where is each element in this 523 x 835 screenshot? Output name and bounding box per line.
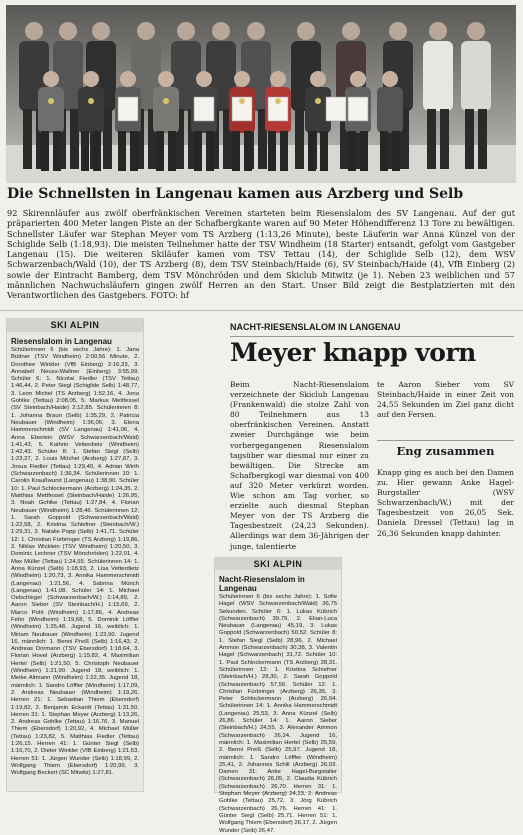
photo-article-text: 92 Skirennläufer aus zwölf oberfränkischen Vereinen starteten beim Riesenslalom des SV Langenau. Auf der gut präparierten 400 Meter langen Piste an der Schafbergkante waren auf 90 Meter Höhendifferenz 13 Tore zu bewältigen. Schnellster Läufer war Stephan Meyer vom TS Arzberg (1:13,26 Minute), beste Läuferin war Anna Künzel von der Schiglide Selb (1:18,93). Die meisten Teilnehmer hatte der TSV Windheim (18 Starter) entsandt, gefolgt vom Gastgeber Langenau (15). Die weiteren Skiläufer kamen vom TSV Tettau (14), der Schiglide Selb (12), dem WSV Schwarzenbach/Wald (10), der TS Arzberg (8), dem TSV Steinbach/Haide (6), SV Steinbach/Haide (4), VfB Einberg (2) sowie der Eintracht Bamberg, dem TSV Mönchröden und dem Skiclub Mitwitz (je 1). Neben 23 weiblichen und 57 männlichen Nachwuchsläufern gingen zwölf Herren an den Start. Unser Bild zeigt die Bestplatzierten mit den Verantwortlichen des Gastgebers. FOTO: hf xyxy=(7,208,515,301)
results-list: Schülerinnen 6 (bis sechs Jahre): 1. Jana Büttner (TSV Windheim) 2:00,56 Minute, 2. Dorothee Winkler (VfB Einberg) 2:16,33, 3. Annabell Neuss-Wallner (Einberg) 3:55,99. Schüler 6: 1. Nicolai Fiedler (TSV Tettau) 1:46,44, 2. Peter Siegl (Schiglide Selb) 1:48,77, 3. Leon Michel (TS Arzberg) 1:52,16, 4. Jona Gohlke (Tettau) 2:08,05, 5. Markus Mettfessel (SV Steinbach/Haide) 2:12,85. Schülerinnen 8: 1. Johanna Braun (Selb) 1:35,29, 2. Patricia Neubauer (Windheim) 1:36,06, 3. Elena Hammerschmidt (SV Langenau) 1:41,06, 4. Anna Eberlein (WSV Schwarzenbach/Wald) 1:41,43, 5. Kathrin Vetterdietz (Windheim) 1:42,43. Schüler 8: 1. Stefan Siegl (Selb) 1:23,27, 2. Louis Möchel (Arzberg) 1:27,87, 3. Josua Fiedler (Tettau) 1:29,40, 4. Adrian Wirth (Schwarzenbach) 1:36,34. Schülerinnen 10: 1. Carolin Kraußwurst (Langenau) 1:38,90. Schüler 10: 1. Paul Schlockermann (Arzberg) 1:24,35, 2. Matthias Mettfessel (Steinbach/Haide) 1:26,95, 3. Noah Gohlke (Tettau) 1:27,84, 4. Florian Neubauer (Windheim) 1:28,46. Schülerinnen 12: 1. Sarah Goppold (Schwarzenbach/Wald) 1:22,58, 2. Kristina Schiefner (Steinbach/W.) 1:29,31, 3. Natalie Popp (Selb) 1:41,71. Schüler 12: 1. Christian Fürbringer (TS Arzberg) 1:19,86, 2. Niklas Wicklein (TSV Windheim) 1:20,50, 3. Dominic Lechner (TSV Mönchröden) 1:22,01, 4. Max Müller (Tettau) 1:24,55. Schülerinnen 14: 1. Anna Künzel (Selb) 1:18,93, 2. Lisa Vetterdietz (Windheim) 1:20,73, 3. Annika Hammerschmidt (Langenau) 1:21,56, 4. Sabrina Münch (Langenau) 1:41,08. Schüler 14: 1. Michael Oelschlegel (Schwarzenbach/W.) 1:14,89, 2. Aaron Sieber (SV Steinbach/H.) 1:15,69, 2. Marco Pohl (Windheim) 1:17,86, 4. Andreas Fehn (Windheim) 1:19,68, 5. Dominik Löffler (Windheim) 1:25,48. Jugend 16, weiblich: 1. Miriam Neubauer (Windheim) 1:23,90. Jugend 16, männlich: 1. Benni Preiß (Selb) 1:16,43, 2. Andreas Dormann (TSV Ebersdorf) 1:18,64, 3. Florian Hovel (Arzberg) 1:19,82, 4. Maximilian Hertel (Selb) 1:21,50, 5. Christoph Neubauer (Windheim) 1:21,90. Jugend 18, weiblich: 1. Meike Altmann (Windheim) 1:22,35. Jugend 18, männlich: 1. Sandro Löffler (Windheim) 1:17,09, 2. Andreas Neubauer (Windheim) 1:19,26. Herren 21: 1. Sebastian Thiem (Ebersdorf) 1:19,82, 2. Benjamin Eckardt (Tettau) 1:31,50. Herren 31: 1. Stephan Meyer (Arzberg) 1:13,26, 2. Andreas Gohlke (Tettau) 1:16,76, 3. Manuel Thiem (Ebersdorf) 1:20,92, 4. Michael Müller (Tettau) 1:23,82, 5. Matthias Fiedler (Tettau) 1:26,15. Herren 41: 1. Günter Siegl (Selb) 1:16,70, 2. Dieter Winkler (VfB Einberg) 1:21,53. Herren 51: 1. Jürgen Wunder (Selb) 1:18,99, 2. Wolfgang Thiem (Ebersdorf) 1:20,99, 3. Wolfgang Beckert (SC Mitwitz) 1:27,81. xyxy=(11,347,139,777)
person-head xyxy=(25,22,43,40)
child-leg xyxy=(206,131,214,171)
child-leg xyxy=(130,131,138,171)
child-leg xyxy=(156,131,164,171)
article-kicker: NACHT-RIESENSLALOM IN LANGENAU xyxy=(230,322,514,337)
child-head xyxy=(270,71,286,87)
person-leg xyxy=(465,109,474,169)
child-leg xyxy=(41,131,49,171)
medal xyxy=(275,98,281,104)
article-headline: Meyer knapp vorn xyxy=(230,338,476,367)
person-leg xyxy=(103,109,112,169)
person-leg xyxy=(23,109,32,169)
person-head xyxy=(297,22,315,40)
medal xyxy=(48,98,54,104)
person-leg xyxy=(478,109,487,169)
certificate xyxy=(348,97,368,121)
results-kicker: SKI ALPIN xyxy=(7,319,143,332)
person-head xyxy=(177,22,195,40)
person-head xyxy=(137,22,155,40)
person-head xyxy=(429,22,447,40)
certificate xyxy=(118,97,138,121)
results-kicker-2: SKI ALPIN xyxy=(215,558,341,570)
child-head xyxy=(120,71,136,87)
child-leg xyxy=(244,131,252,171)
child-leg xyxy=(194,131,202,171)
certificate xyxy=(194,97,214,121)
child-body xyxy=(38,87,64,133)
child-head xyxy=(234,71,250,87)
article-column-1: Beim Nacht-Riesenslalom verzeichnete der Skiclub Langenau (Frankenwald) die stolze Zahl von 80 Teilnehmern aus 13 oberfränkischen Vereinen. Anstatt zweier Durchgänge wie beim vorhergegangenen Riesenslalom tagsüber war diesmal nur einer zu bewältigen. Die Strecke am Schafbergkogl war diesmal von 400 auf 320 Meter verkürzt worden. Wie schon am Tag vorher, so erzielte auch diesmal Stephan Meyer von der TS Arzberg die Tagesbestzeit (24,23 Sekunden). Allerdings war dem 36-Jährigen der junge, talentierte xyxy=(230,380,369,551)
child-head xyxy=(83,71,99,87)
group-photo xyxy=(6,5,516,183)
child-leg xyxy=(392,131,400,171)
person-leg xyxy=(295,109,304,169)
child-head xyxy=(158,71,174,87)
child-head xyxy=(310,71,326,87)
article-subheading: Eng zusammen xyxy=(377,440,514,462)
child-leg xyxy=(93,131,101,171)
person-head xyxy=(467,22,485,40)
child-leg xyxy=(348,131,356,171)
certificate xyxy=(326,97,346,121)
person-leg xyxy=(70,109,79,169)
results-list-2: Schülerinnen 6 (bis sechs Jahre): 1. Sofie Hagel (WSV Schwarzenbach/Wald) 36,75 Sekunden. Schüler 6: 1. Lukas Kübrich (Schwarzenbach) 39,79, 2. Elian-Luca Neubauer (Langenau) 45,19, 3. Lukas Goppold (Schwarzenbach) 50,52. Schüler 8: 1. Stefan Siegl (Selb) 28,96, 2. Michael Ammon (Schwarzenbach) 30,38, 3. Valentin Hagel (Schwarzenbach) 31,72. Schüler 10: 1. Paul Schlockermann (TS Arzberg) 28,31. Schülerinnen 12: 1. Kristina Schiefner (Steinbach/H.) 28,30, 2. Sarah Goppold (Schwarzenbach) 57,56. Schüler 12: 1. Christian Fürbringer (Arzberg) 26,35, 3. Peter Schlockermann (Arzberg) 26,94. Schülerinnen 14: 1. Annika Hammerschmidt (Langenau) 25,53, 3. Anna Künzel (Selb) 26,86. Schüler 14: 1. Aaron Sieber (Steinbach/H.) 24,55, 3. Alexander Ammon (Schwarzenbach) 26,24. Jugend 16, männlich: 1. Maximilian Hertel (Selb) 25,59, 2. Benni Preiß (Selb) 25,97. Jugend 18, männlich: 1. Sandro Löffler (Windheim) 25,41, 2. Johannes Schill (Arzberg) 26,03. Damen 31: Anke Hagel-Burgstaller (Schwarzenbach) 26,05, 2. Claudia Kübrich (Schwarzenbach) 26,70. Herren 31: 1. Stephan Meyer (Arzberg) 24,23, 2. Andreas Gohlke (Tettau) 25,72, 3. Jörg Kübrich (Schwarzenbach) 26,76. Herren 41: 1. Günter Siegl (Selb) 25,71. Herren 51: 1. Wolfgang Thiem (Ebersdorf) 26,17, 2. Jürgen Wunder (Selb) 26,47. xyxy=(219,594,337,834)
child-leg xyxy=(280,131,288,171)
child-leg xyxy=(380,131,388,171)
article-column-2-top: te Aaron Sieber vom SV Steinbach/Haide in einer Zeit von 24,55 Sekunden im Ziel ganz dicht auf den Fersen. xyxy=(377,380,514,420)
person-leg xyxy=(440,109,449,169)
child-leg xyxy=(360,131,368,171)
medal xyxy=(88,98,94,104)
child-body xyxy=(153,87,179,133)
results-box-nacht-riesenslalom xyxy=(214,557,342,834)
results-heading: Riesenslalom in Langenau xyxy=(11,337,112,346)
child-leg xyxy=(168,131,176,171)
child-leg xyxy=(268,131,276,171)
photo-caption: Die Schnellsten in Langenau kamen aus Arzberg und Selb xyxy=(7,186,464,202)
person-head xyxy=(212,22,230,40)
medal xyxy=(239,98,245,104)
medal xyxy=(315,98,321,104)
section-divider xyxy=(0,310,523,311)
child-leg xyxy=(53,131,61,171)
person-head xyxy=(247,22,265,40)
person-head xyxy=(92,22,110,40)
person-head xyxy=(342,22,360,40)
child-leg xyxy=(118,131,126,171)
child-head xyxy=(382,71,398,87)
child-leg xyxy=(232,131,240,171)
person-body xyxy=(461,41,491,111)
person-head xyxy=(389,22,407,40)
child-leg xyxy=(308,131,316,171)
child-body xyxy=(377,87,403,133)
article-column-2-bottom: Knapp ging es auch bei den Damen zu. Hier gewann Anke Hagel-Burgstaller (WSV Schwarzenbach/W.) mit der Tagesbestzeit von 26,05 Sek. Daniela Dressel (Tettau) lag in 26,36 Sekunden knapp dahinter. xyxy=(377,468,514,538)
child-head xyxy=(43,71,59,87)
medal xyxy=(163,98,169,104)
child-body xyxy=(78,87,104,133)
child-head xyxy=(196,71,212,87)
person-body xyxy=(423,41,453,111)
child-leg xyxy=(320,131,328,171)
results-heading-2: Nacht-Riesenslalom in Langenau xyxy=(219,575,305,593)
child-leg xyxy=(81,131,89,171)
person-head xyxy=(59,22,77,40)
group-photo-figures xyxy=(6,5,516,183)
person-leg xyxy=(427,109,436,169)
results-box-riesenslalom xyxy=(6,318,144,792)
child-head xyxy=(350,71,366,87)
